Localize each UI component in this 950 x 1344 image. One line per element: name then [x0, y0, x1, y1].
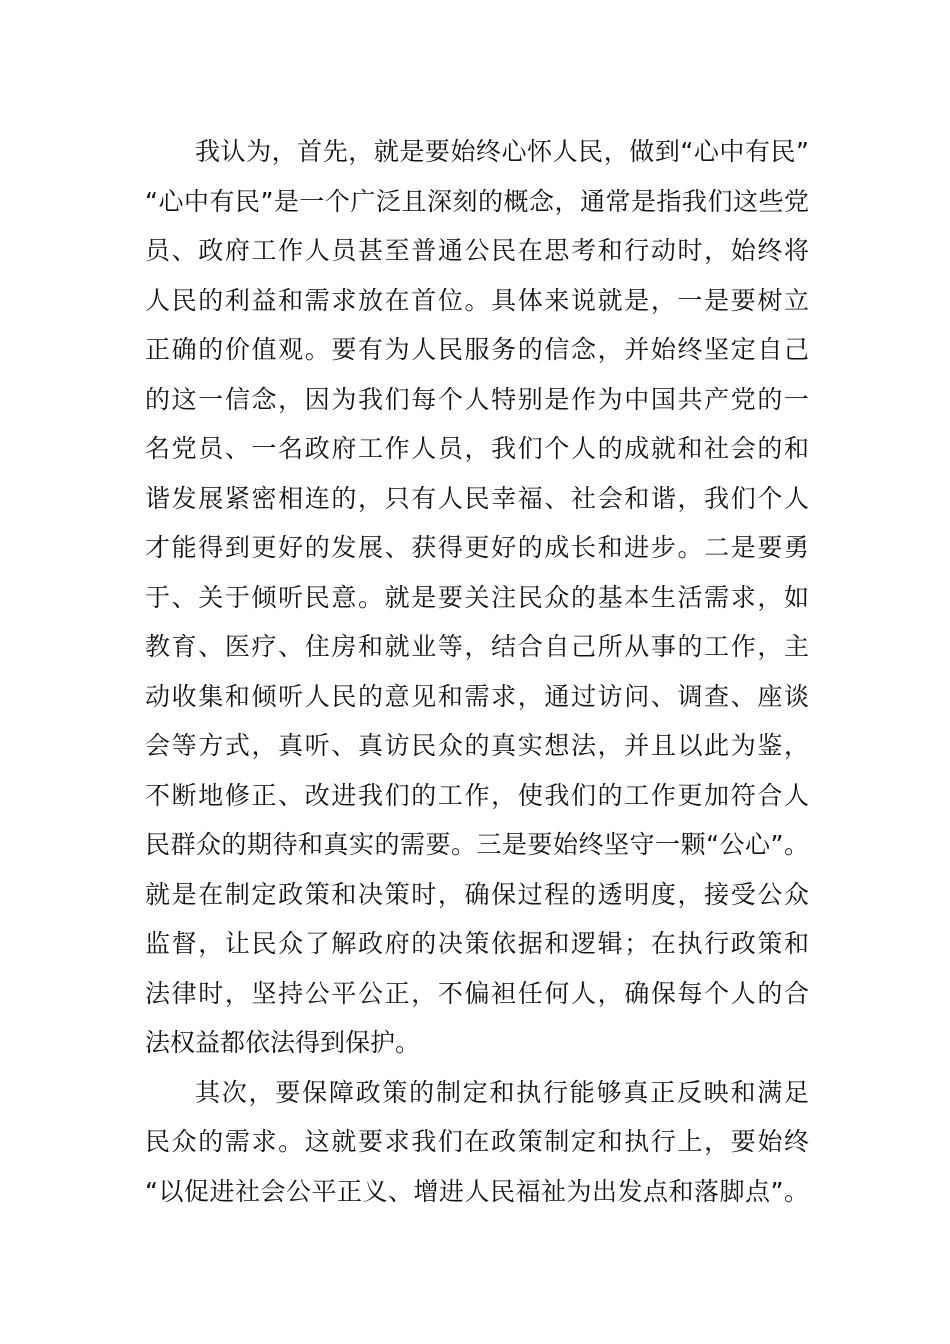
text-line: 教育、医疗、住房和就业等，结合自己所从事的工作，主: [145, 632, 809, 661]
text-line: 会等方式，真听、真访民众的真实想法，并且以此为鉴，: [145, 731, 809, 760]
text-line: 谐发展紧密相连的，只有人民幸福、社会和谐，我们个人: [145, 483, 809, 513]
text-line: 不断地修正、改进我们的工作，使我们的工作更加符合人: [145, 780, 809, 810]
text-line: 动收集和倾听人民的意见和需求，通过访问、调查、座谈: [145, 681, 809, 711]
text-line: 民众的需求。这就要求我们在政策制定和执行上，要始终: [145, 1127, 809, 1156]
text-line: “以促进社会公平正义、增进人民福祉为出发点和落脚点”。: [145, 1176, 809, 1206]
text-line: “心中有民”是一个广泛且深刻的概念，通常是指我们这些党: [145, 186, 809, 216]
paragraph-2: [145, 1068, 809, 1217]
document-body: [145, 127, 809, 1216]
text-line: 人民的利益和需求放在首位。具体来说就是，一是要树立: [145, 285, 809, 315]
paragraph-1: [145, 127, 809, 1068]
text-line: 正确的价值观。要有为人民服务的信念，并始终坚定自己: [145, 335, 809, 364]
text-line: 的这一信念，因为我们每个人特别是作为中国共产党的一: [145, 384, 809, 414]
text-line: 法律时，坚持公平公正，不偏袒任何人，确保每个人的合: [145, 978, 809, 1008]
text-line: 才能得到更好的发展、获得更好的成长和进步。二是要勇: [145, 533, 809, 562]
text-line: 其次，要保障政策的制定和执行能够真正反映和满足: [195, 1077, 809, 1107]
text-line: 员、政府工作人员甚至普通公民在思考和行动时，始终将: [145, 236, 809, 265]
text-line: 民群众的期待和真实的需要。三是要始终坚守一颗“公心”。: [145, 830, 809, 859]
text-line: 我认为，首先，就是要始终心怀人民，做到“心中有民”: [195, 137, 809, 166]
text-line: 就是在制定政策和决策时，确保过程的透明度，接受公众: [145, 879, 809, 909]
text-line: 于、关于倾听民意。就是要关注民众的基本生活需求，如: [145, 582, 809, 612]
text-line: 名党员、一名政府工作人员，我们个人的成就和社会的和: [145, 434, 809, 463]
text-line: 法权益都依法得到保护。: [145, 1028, 421, 1057]
text-line: 监督，让民众了解政府的决策依据和逻辑；在执行政策和: [145, 929, 809, 958]
